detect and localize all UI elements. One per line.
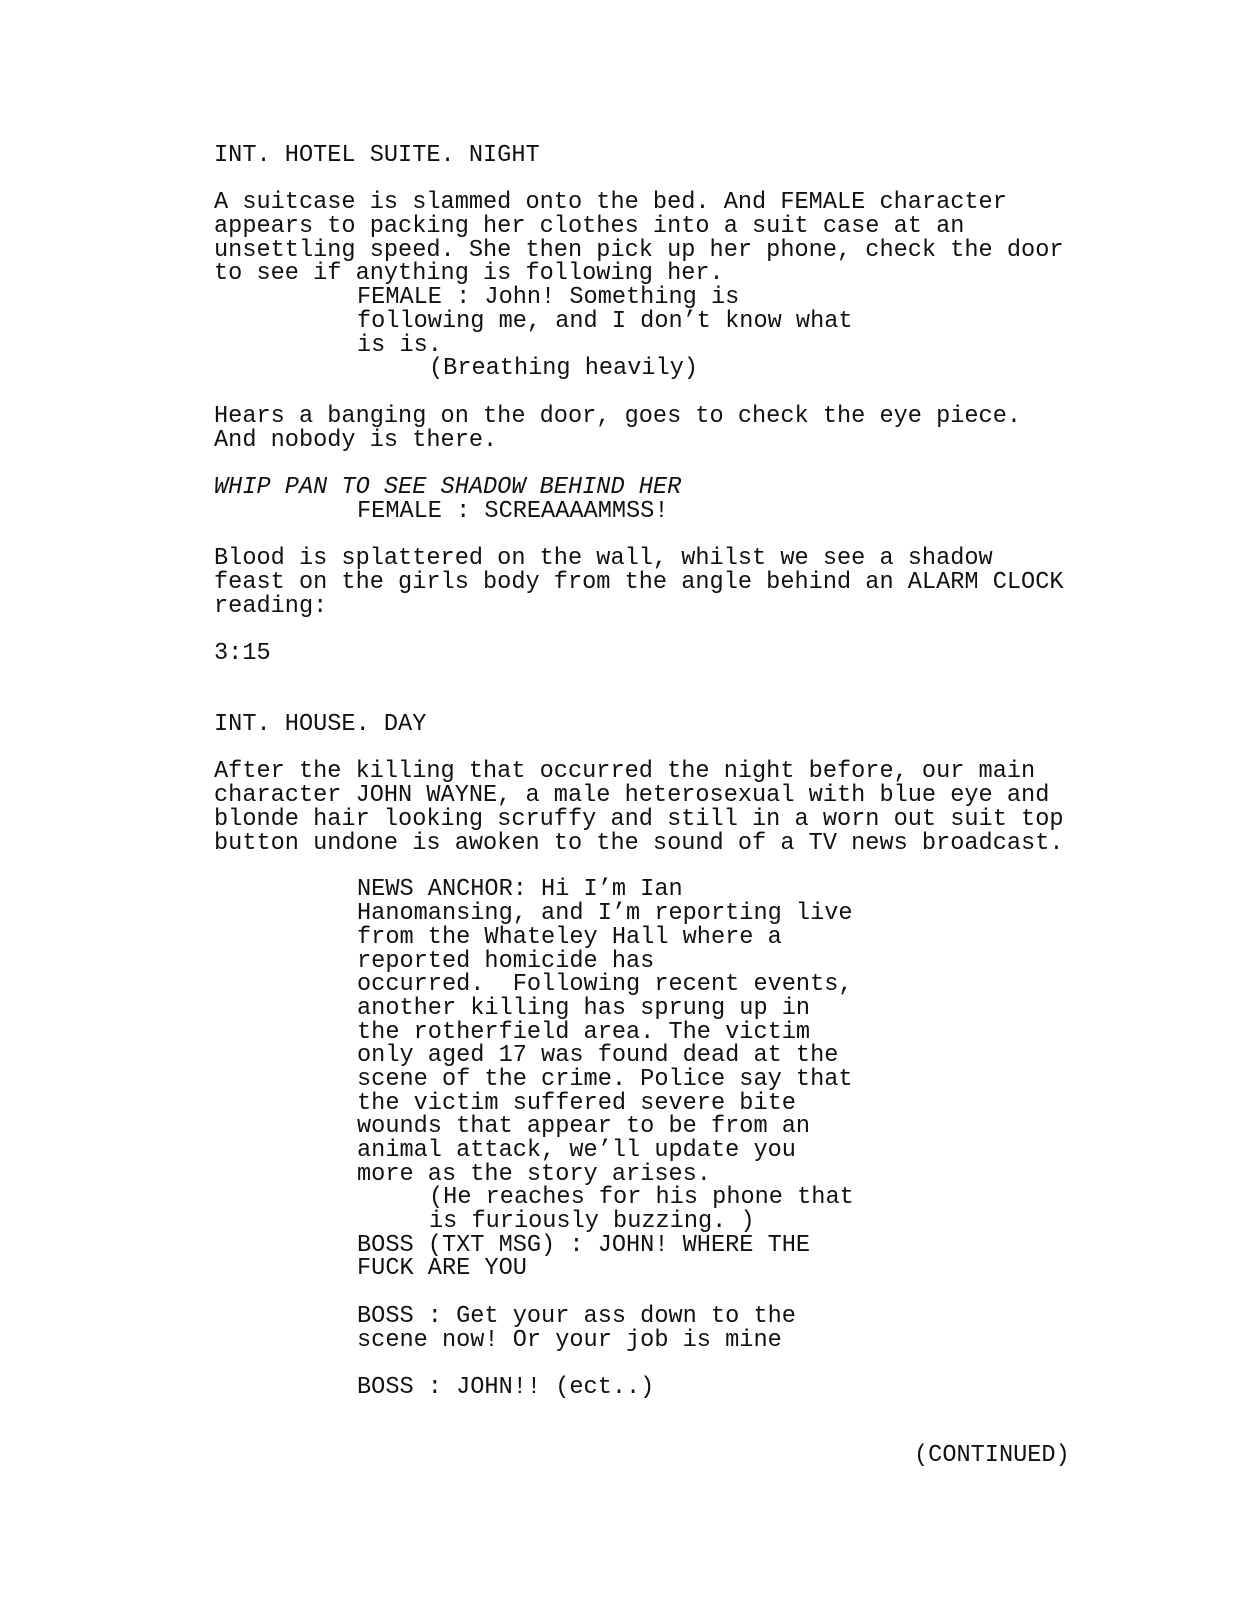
action-line: reading: [214,593,328,620]
continued-marker: (CONTINUED) [914,1442,1070,1469]
female-dialogue-line: is is. [357,332,442,359]
john-parenthetical: is furiously buzzing. ) [429,1208,755,1235]
news-anchor-line: only aged 17 was found dead at the [357,1042,839,1069]
news-anchor-line: scene of the crime. Police say that [357,1066,853,1093]
boss-dialogue-line: scene now! Or your job is mine [357,1327,782,1354]
action-line: feast on the girls body from the angle behind an ALARM CLOCK [214,569,1064,596]
news-anchor-line: animal attack, we’ll update you [357,1137,796,1164]
news-anchor-line: the rotherfield area. The victim [357,1019,811,1046]
news-anchor-line: reported homicide has [357,948,655,975]
action-line: appears to packing her clothes into a suit case at an [214,213,965,240]
female-dialogue-line: FEMALE : John! Something is [357,284,740,311]
boss-text-message-line: BOSS (TXT MSG) : JOHN! WHERE THE [357,1232,811,1259]
boss-text-message-line: FUCK ARE YOU [357,1255,527,1282]
action-line: to see if anything is following her. [214,260,724,287]
clock-time: 3:15 [214,640,271,667]
john-parenthetical: (He reaches for his phone that [429,1184,854,1211]
action-line: unsettling speed. She then pick up her phone, check the door [214,237,1064,264]
boss-dialogue-line: BOSS : Get your ass down to the [357,1303,796,1330]
news-anchor-line: occurred. Following recent events, [357,971,853,998]
action-line: After the killing that occurred the night before, our main [214,758,1036,785]
action-line: character JOHN WAYNE, a male heterosexual with blue eye and [214,782,1050,809]
action-line: Blood is splattered on the wall, whilst we see a shadow [214,545,993,572]
news-anchor-line: another killing has sprung up in [357,995,811,1022]
news-anchor-line: the victim suffered severe bite [357,1090,796,1117]
scene-heading-hotel-suite: INT. HOTEL SUITE. NIGHT [214,142,540,169]
scene-heading-house: INT. HOUSE. DAY [214,711,427,738]
news-anchor-line: more as the story arises. [357,1161,711,1188]
female-dialogue-line: following me, and I don’t know what [357,308,853,335]
action-line: Hears a banging on the door, goes to check the eye piece. [214,403,1022,430]
action-line: button undone is awoken to the sound of a TV news broadcast. [214,830,1064,857]
action-line: And nobody is there. [214,427,498,454]
action-line: A suitcase is slammed onto the bed. And FEMALE character [214,189,1007,216]
boss-dialogue-john: BOSS : JOHN!! (ect..) [357,1374,655,1401]
female-parenthetical: (Breathing heavily) [429,355,699,382]
news-anchor-line: from the Whateley Hall where a [357,924,782,951]
camera-direction-whip-pan: WHIP PAN TO SEE SHADOW BEHIND HER [214,474,682,501]
news-anchor-line: wounds that appear to be from an [357,1113,811,1140]
action-line: blonde hair looking scruffy and still in a worn out suit top [214,806,1064,833]
news-anchor-line: NEWS ANCHOR: Hi I’m Ian [357,876,683,903]
female-scream-dialogue: FEMALE : SCREAAAAMMSS! [357,498,669,525]
news-anchor-line: Hanomansing, and I’m reporting live [357,900,853,927]
